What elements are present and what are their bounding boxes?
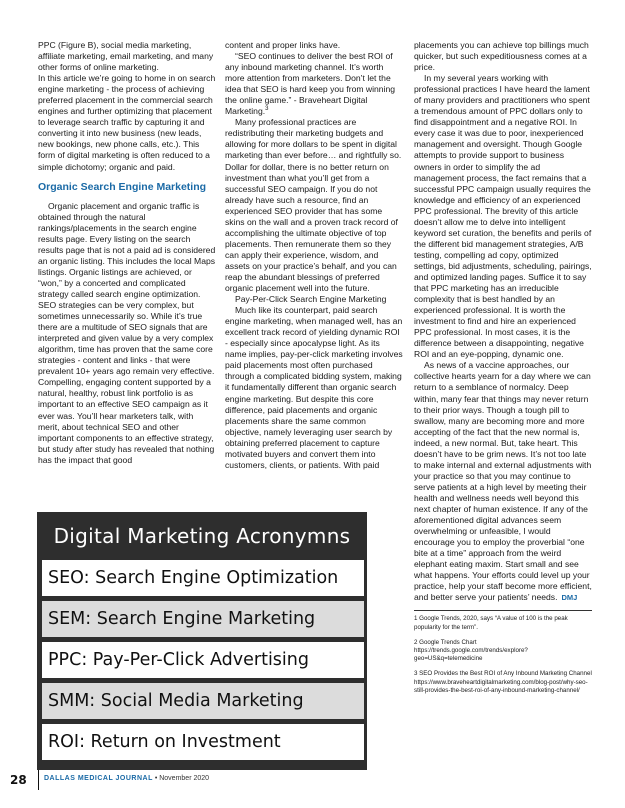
footer-divider bbox=[38, 770, 39, 790]
paragraph: content and proper links have. bbox=[225, 40, 341, 50]
section-heading-organic: Organic Search Engine Marketing bbox=[38, 180, 207, 193]
footnote: 1 Google Trends, 2020, says “A value of 100 is the peak popularity for the term”. bbox=[414, 615, 568, 631]
journal-name: DALLAS MEDICAL JOURNAL bbox=[44, 775, 153, 782]
page-footer bbox=[10, 773, 310, 789]
acronyms-sidebar-box bbox=[37, 512, 367, 770]
signature-mark: DMJ bbox=[561, 593, 578, 603]
footer-separator: • bbox=[154, 775, 158, 782]
acronym-item-sem: SEM: Search Engine Marketing bbox=[42, 601, 364, 637]
paragraph: PPC (Figure B), social media marketing, affiliate marketing, email marketing, and many other forms of online marketing. bbox=[38, 40, 214, 73]
article-column-1 bbox=[38, 40, 216, 466]
page-number: 28 bbox=[10, 773, 27, 787]
quote-text: “SEO continues to deliver the best ROI of any inbound marketing channel. It’s worth more attention from marketers. Don’t let the idea that SEO is hard keep you from winning the online game.” - Braveheart Digital Marketing. bbox=[225, 51, 396, 117]
paragraph: placements you can achieve top billings much quicker, but such expeditiousness comes at a price. bbox=[414, 40, 589, 73]
article-column-2 bbox=[225, 40, 403, 471]
paragraph: Much like its counterpart, paid search engine marketing, when managed well, has an excellent track record of yielding dynamic ROI - especially since apocalypse light. As its name implies, pay-per-click marketing involves paid placements most often purchased through a complicated bidding system, making it fundamentally different than organic search engine marketing. But despite this core difference, paid placements and organic placements share the same common objective, namely leveraging user search by obtaining preferred placement to capture motivated buyers and convert them into customers, clients, or patients. With paid bbox=[225, 305, 403, 470]
acronym-item-smm: SMM: Social Media Marketing bbox=[42, 683, 364, 719]
acronym-item-ppc: PPC: Pay-Per-Click Advertising bbox=[42, 642, 364, 678]
footnote: 2 Google Trends Chart https://trends.google.com/trends/explore?geo=US&q=telemedicine bbox=[414, 638, 528, 663]
acronyms-title: Digital Marketing Acronymns bbox=[53, 524, 351, 548]
paragraph: In this article we’re going to home in on search engine marketing - the process of achieving preferred placement in the commercial search engines and further optimizing that placement to leverage search traffic by capturing it and converting it into new business (new leads, new bookings, new phone calls, etc.). This form of digital marketing is often reduced to a simple dichotomy; organic and paid. bbox=[38, 73, 216, 172]
footnote-divider bbox=[414, 610, 592, 611]
article-column-3 bbox=[414, 40, 592, 702]
acronym-item-seo: SEO: Search Engine Optimization bbox=[42, 560, 364, 596]
footer-text bbox=[44, 775, 209, 782]
issue-date: November 2020 bbox=[159, 775, 210, 782]
footnote: 3 SEO Provides the Best ROI of Any Inbound Marketing Channel https://www.braveheartdigitalmarketing.com/blog-post/why-seo-still-provides-the-best-roi-of-any-inbound-marketing-channel/ bbox=[414, 670, 592, 694]
paragraph: Organic placement and organic traffic is obtained through the natural rankings/placements in the search engine results page. Every listing on the search results page that is not a paid ad is considered an organic listing. This includes the local Maps listings. Organic listings are achieved, or “won,” by a concerted and complicated strategy called search engine optimization. SEO strategies can be very complex, but sometimes unnecessarily so. While it’s true there are a multitude of SEO signals that are interpreted and given value by a very complex algorithm, time has proven that the same core strategies - content and links - that were prevalent 10+ years ago remain very effective. Compelling, engaging content supported by a natural, healthy, robust link portfolio is as important to an effective SEO campaign as it ever was. You’ll hear marketers talk, with merit, about technical SEO and other important components to an effective strategy, but study after study has revealed that nothing has the impact that good bbox=[38, 200, 216, 465]
closing-text: As news of a vaccine approaches, our collective hearts yearn for a day where we can return to a semblance of normalcy. Deep within, many fear that things may never return to their prior ways. Though a tough pill to swallow, many are becoming more and more accepting of the fact that the new normal is, indeed, a new normal. But, take heart. This doesn’t have to be grim news. It’s not too late to make internal and external adjustments with your practice so that you may continue to serve patients at a high level by meeting their health and wellness needs well beyond this next chapter of human existence. If any of the aforementioned digital advances seem overwhelming or unfeasible, I would encourage you to employ the proverbial “one bite at a time” approach from the weird elephant eating maxim. Start small and see what happens. Your efforts could level up your practice, help your staff become more efficient, and better serve your patients’ needs. bbox=[414, 360, 592, 603]
section-heading-ppc: Pay-Per-Click Search Engine Marketing bbox=[235, 294, 387, 305]
footnote-marker: 3 bbox=[265, 106, 269, 113]
paragraph: In my several years working with professional practices I have heard the lament of many providers and practitioners who spent a tremendous amount of PPC dollars only to find disappointment and a negative ROI. In every case it was due to poor, inexperienced management and oversight. Though Google attempts to provide support to business owners in order to simplify the ad management process, the fact remains that a successful PPC campaign usually requires the knowledge and efficiency of an experienced PPC professional. The brevity of this article doesn’t allow me to delve into intelligent keyword set curation, the benefits and perils of the different bid management strategies, A/B testing, compelling ad copy, optimized settings, bid adjustments, scheduling, pairings, and optimized landing pages. Suffice it to say that PPC marketing has an irreducible complexity that is best handled by an experienced professional. It is worth the investment to find and hire an experienced PPC professional. In most cases, it is the difference between a disappointing, negative ROI and an eye-popping, dynamic one. bbox=[414, 73, 592, 360]
acronym-item-roi: ROI: Return on Investment bbox=[42, 724, 364, 760]
footnotes bbox=[414, 615, 592, 695]
paragraph: Many professional practices are redistributing their marketing budgets and allowing for more dollars to be spent in digital marketing than ever before… and rightfully so. Dollar for dollar, there is no better return on investment than what you’ll get from a successful SEO campaign. If you do not already have such a resource, find an experienced SEO provider that has some skins on the wall and a proven track record of accomplishing the ultimate objective of top placements. Then remunerate them so they can apply their experience, wisdom, and assets on your practice’s behalf, and you can reap the abundant blessings of preferred organic placement well into the future. bbox=[225, 117, 402, 294]
quote-paragraph bbox=[225, 51, 403, 117]
closing-paragraph bbox=[414, 360, 592, 603]
